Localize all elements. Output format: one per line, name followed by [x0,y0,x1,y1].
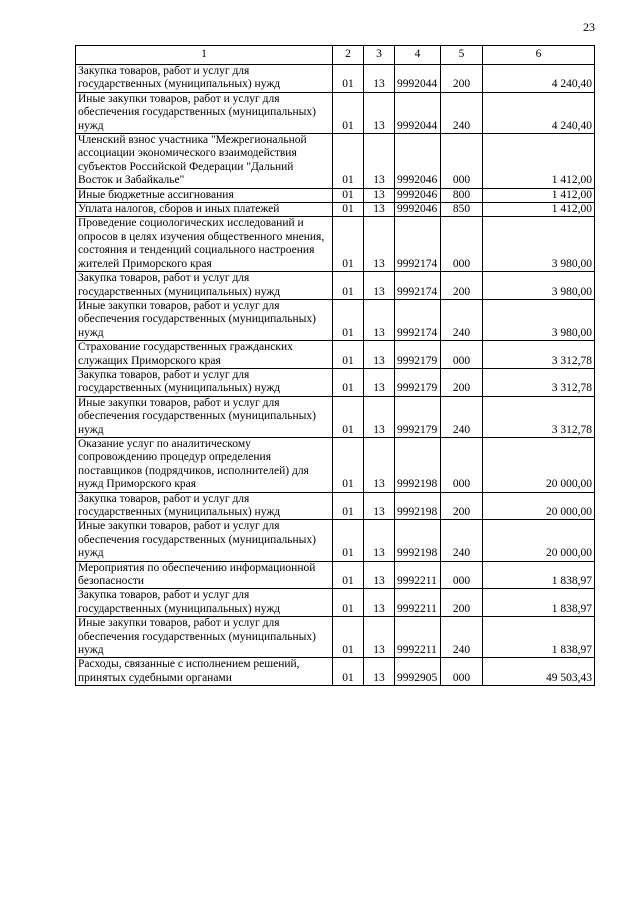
row-code-cell: 9992044 [395,92,441,133]
row-code-cell: 9992211 [395,589,441,617]
row-code-cell: 9992179 [395,341,441,369]
row-sum-cell: 3 312,78 [483,396,595,437]
row-code-cell: 9992198 [395,437,441,492]
row-type-cell: 240 [441,92,483,133]
row-code-cell: 9992046 [395,188,441,202]
row-type-cell: 000 [441,134,483,189]
row-name-cell: Иные закупки товаров, работ и услуг для обеспечения государственных (муниципальных) нужд [76,299,333,340]
row-code-cell: 9992211 [395,561,441,589]
table-row [76,589,595,617]
row-name-cell: Закупка товаров, работ и услуг для государственных (муниципальных) нужд [76,272,333,300]
row-subsection-cell: 13 [364,203,395,217]
row-type-cell: 800 [441,188,483,202]
table-row [76,658,595,686]
row-subsection-cell: 13 [364,589,395,617]
row-code-cell: 9992046 [395,203,441,217]
row-subsection-cell: 13 [364,188,395,202]
table-row [76,217,595,272]
row-code-cell: 9992046 [395,134,441,189]
row-sum-cell: 4 240,40 [483,92,595,133]
row-sum-cell: 3 980,00 [483,272,595,300]
row-type-cell: 200 [441,492,483,520]
table-row [76,299,595,340]
row-section-cell: 01 [333,188,364,202]
row-subsection-cell: 13 [364,492,395,520]
row-subsection-cell: 13 [364,561,395,589]
row-code-cell: 9992198 [395,492,441,520]
table-row [76,368,595,396]
budget-table [75,45,595,686]
row-type-cell: 850 [441,203,483,217]
row-subsection-cell: 13 [364,65,395,93]
row-sum-cell: 3 312,78 [483,341,595,369]
row-sum-cell: 20 000,00 [483,520,595,561]
row-sum-cell: 1 838,97 [483,561,595,589]
row-name-cell: Иные закупки товаров, работ и услуг для обеспечения государственных (муниципальных) нужд [76,396,333,437]
row-name-cell: Иные бюджетные ассигнования [76,188,333,202]
row-code-cell: 9992198 [395,520,441,561]
row-type-cell: 000 [441,561,483,589]
header-cell-3: 3 [364,46,395,65]
row-subsection-cell: 13 [364,92,395,133]
row-section-cell: 01 [333,589,364,617]
table-row [76,65,595,93]
row-name-cell: Закупка товаров, работ и услуг для государственных (муниципальных) нужд [76,65,333,93]
table-row [76,617,595,658]
row-section-cell: 01 [333,203,364,217]
table-row [76,134,595,189]
row-type-cell: 200 [441,272,483,300]
row-section-cell: 01 [333,396,364,437]
row-type-cell: 200 [441,368,483,396]
row-section-cell: 01 [333,658,364,686]
row-section-cell: 01 [333,65,364,93]
row-name-cell: Мероприятия по обеспечению информационной безопасности [76,561,333,589]
row-type-cell: 000 [441,437,483,492]
row-subsection-cell: 13 [364,617,395,658]
table-header-row [76,46,595,65]
row-sum-cell: 1 412,00 [483,134,595,189]
row-type-cell: 240 [441,617,483,658]
row-subsection-cell: 13 [364,520,395,561]
header-cell-5: 5 [441,46,483,65]
row-code-cell: 9992179 [395,396,441,437]
row-type-cell: 200 [441,589,483,617]
row-sum-cell: 4 240,40 [483,65,595,93]
row-name-cell: Закупка товаров, работ и услуг для государственных (муниципальных) нужд [76,368,333,396]
row-type-cell: 000 [441,217,483,272]
row-sum-cell: 3 312,78 [483,368,595,396]
row-subsection-cell: 13 [364,341,395,369]
row-code-cell: 9992211 [395,617,441,658]
page-number: 23 [583,20,595,34]
row-section-cell: 01 [333,299,364,340]
row-name-cell: Оказание услуг по аналитическому сопровождению процедур определения поставщиков (подрядчиков, исполнителей) для нужд Приморского края [76,437,333,492]
row-subsection-cell: 13 [364,396,395,437]
row-name-cell: Членский взнос участника "Межрегиональной ассоциации экономического взаимодействия субъектов Российской Федерации "Дальний Восток и Забайкалье" [76,134,333,189]
table-row [76,272,595,300]
row-subsection-cell: 13 [364,272,395,300]
header-cell-4: 4 [395,46,441,65]
row-section-cell: 01 [333,437,364,492]
row-subsection-cell: 13 [364,299,395,340]
row-name-cell: Проведение социологических исследований и опросов в целях изучения общественного мнения, состояния и тенденций социального настроения жителей Приморского края [76,217,333,272]
row-name-cell: Страхование государственных гражданских служащих Приморского края [76,341,333,369]
table-row [76,561,595,589]
row-type-cell: 000 [441,658,483,686]
row-subsection-cell: 13 [364,368,395,396]
row-name-cell: Иные закупки товаров, работ и услуг для обеспечения государственных (муниципальных) нужд [76,617,333,658]
row-name-cell: Закупка товаров, работ и услуг для государственных (муниципальных) нужд [76,589,333,617]
row-sum-cell: 1 412,00 [483,188,595,202]
row-type-cell: 200 [441,65,483,93]
header-cell-2: 2 [333,46,364,65]
row-section-cell: 01 [333,561,364,589]
table-row [76,341,595,369]
row-section-cell: 01 [333,272,364,300]
row-code-cell: 9992179 [395,368,441,396]
table-row [76,437,595,492]
row-code-cell: 9992174 [395,299,441,340]
row-sum-cell: 3 980,00 [483,299,595,340]
row-subsection-cell: 13 [364,217,395,272]
table-row [76,203,595,217]
row-sum-cell: 49 503,43 [483,658,595,686]
header-cell-6: 6 [483,46,595,65]
row-section-cell: 01 [333,92,364,133]
row-sum-cell: 20 000,00 [483,492,595,520]
row-code-cell: 9992044 [395,65,441,93]
row-code-cell: 9992174 [395,272,441,300]
table-row [76,188,595,202]
table-row [76,520,595,561]
row-code-cell: 9992905 [395,658,441,686]
table-row [76,92,595,133]
row-section-cell: 01 [333,341,364,369]
row-code-cell: 9992174 [395,217,441,272]
row-type-cell: 240 [441,396,483,437]
row-section-cell: 01 [333,520,364,561]
row-subsection-cell: 13 [364,134,395,189]
row-section-cell: 01 [333,134,364,189]
row-type-cell: 240 [441,299,483,340]
row-section-cell: 01 [333,217,364,272]
row-sum-cell: 1 838,97 [483,617,595,658]
table-row [76,396,595,437]
header-cell-1: 1 [76,46,333,65]
row-sum-cell: 20 000,00 [483,437,595,492]
row-name-cell: Уплата налогов, сборов и иных платежей [76,203,333,217]
row-section-cell: 01 [333,368,364,396]
row-sum-cell: 1 412,00 [483,203,595,217]
row-sum-cell: 1 838,97 [483,589,595,617]
table-row [76,492,595,520]
row-name-cell: Расходы, связанные с исполнением решений, принятых судебными органами [76,658,333,686]
row-type-cell: 000 [441,341,483,369]
row-type-cell: 240 [441,520,483,561]
row-subsection-cell: 13 [364,437,395,492]
row-name-cell: Закупка товаров, работ и услуг для государственных (муниципальных) нужд [76,492,333,520]
row-name-cell: Иные закупки товаров, работ и услуг для обеспечения государственных (муниципальных) нужд [76,520,333,561]
row-section-cell: 01 [333,492,364,520]
row-sum-cell: 3 980,00 [483,217,595,272]
row-name-cell: Иные закупки товаров, работ и услуг для обеспечения государственных (муниципальных) нужд [76,92,333,133]
row-section-cell: 01 [333,617,364,658]
row-subsection-cell: 13 [364,658,395,686]
